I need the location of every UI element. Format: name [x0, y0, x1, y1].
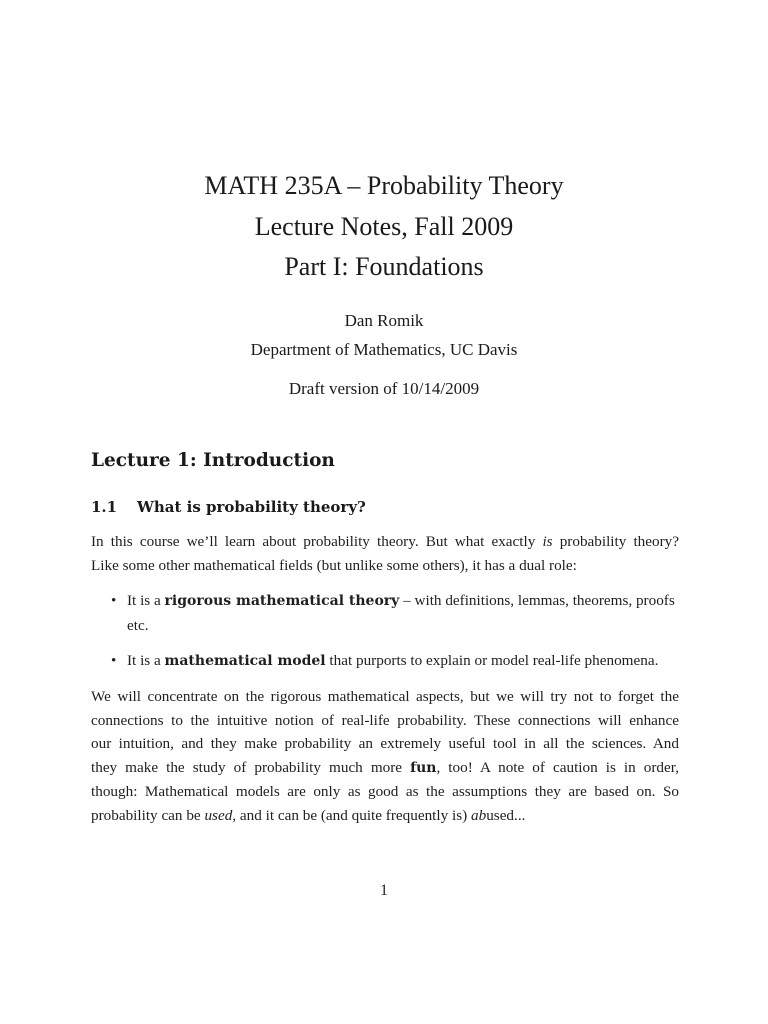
paragraph-line: Like some other mathematical fields (but unlike some others), it has a dual role:	[91, 556, 577, 574]
text-run: , and it can be (and quite frequently is)	[232, 806, 471, 824]
bullet-text	[127, 589, 679, 637]
section-heading	[91, 496, 366, 518]
section-number: 1.1	[91, 498, 118, 516]
text-run: In this course we’ll learn about probability theory. But what exactly	[91, 533, 543, 550]
bold-text: rigorous mathematical theory	[164, 593, 400, 609]
text-run: used...	[486, 806, 526, 824]
text-run: It is a	[127, 592, 165, 609]
bullet-line	[127, 649, 679, 674]
text-run: probability theory?	[552, 533, 680, 550]
bullet-icon: •	[111, 652, 117, 669]
lecture-heading: Lecture 1: Introduction	[91, 450, 335, 471]
text-run: that purports to explain or model real-life phenomena.	[325, 652, 659, 669]
paragraph-line: our intuition, and they make probability an extremely useful tool in all the sciences. And	[91, 735, 679, 752]
text-run: – with definitions, lemmas, theorems, proofs	[399, 592, 675, 609]
bullet-text	[127, 649, 679, 674]
section-title: What is probability theory?	[137, 498, 366, 516]
paragraph-line	[91, 530, 679, 554]
paragraph-line	[91, 804, 679, 828]
emphasis-text: is	[542, 533, 553, 550]
paragraph-line: though: Mathematical models are only as good as the assumptions they are based on. So	[91, 783, 679, 800]
text-run: It is a	[127, 652, 165, 669]
intro-paragraph	[91, 530, 679, 577]
bullet-line: etc.	[127, 616, 149, 634]
bullet-line	[127, 589, 679, 614]
bold-text: mathematical model	[164, 653, 326, 669]
emphasis-text: ab	[471, 806, 487, 824]
draft-version: Draft version of 10/14/2009	[288, 379, 480, 398]
title-line-course: MATH 235A – Probability Theory	[204, 171, 564, 200]
text-run: they make the study of probability much more	[91, 758, 411, 776]
title-line-part: Part I: Foundations	[284, 252, 484, 281]
title-line-notes: Lecture Notes, Fall 2009	[254, 211, 514, 241]
bullet-icon: •	[111, 592, 117, 609]
document-title	[0, 166, 768, 288]
body-paragraph	[91, 685, 679, 827]
text-run: probability can be	[91, 806, 205, 824]
text-run: , too! A note of caution is in order,	[436, 758, 679, 776]
emphasis-text: used	[204, 806, 233, 824]
paragraph-line: We will concentrate on the rigorous mathematical aspects, but we will try not to forget the	[91, 688, 679, 705]
paragraph-line	[91, 756, 679, 781]
author-affiliation: Department of Mathematics, UC Davis	[250, 340, 518, 359]
page-number: 1	[380, 882, 388, 899]
paragraph-line: connections to the intuitive notion of real-life probability. These connections will enhance	[91, 711, 679, 729]
bold-text: fun	[410, 759, 437, 776]
author-name: Dan Romik	[344, 311, 424, 330]
